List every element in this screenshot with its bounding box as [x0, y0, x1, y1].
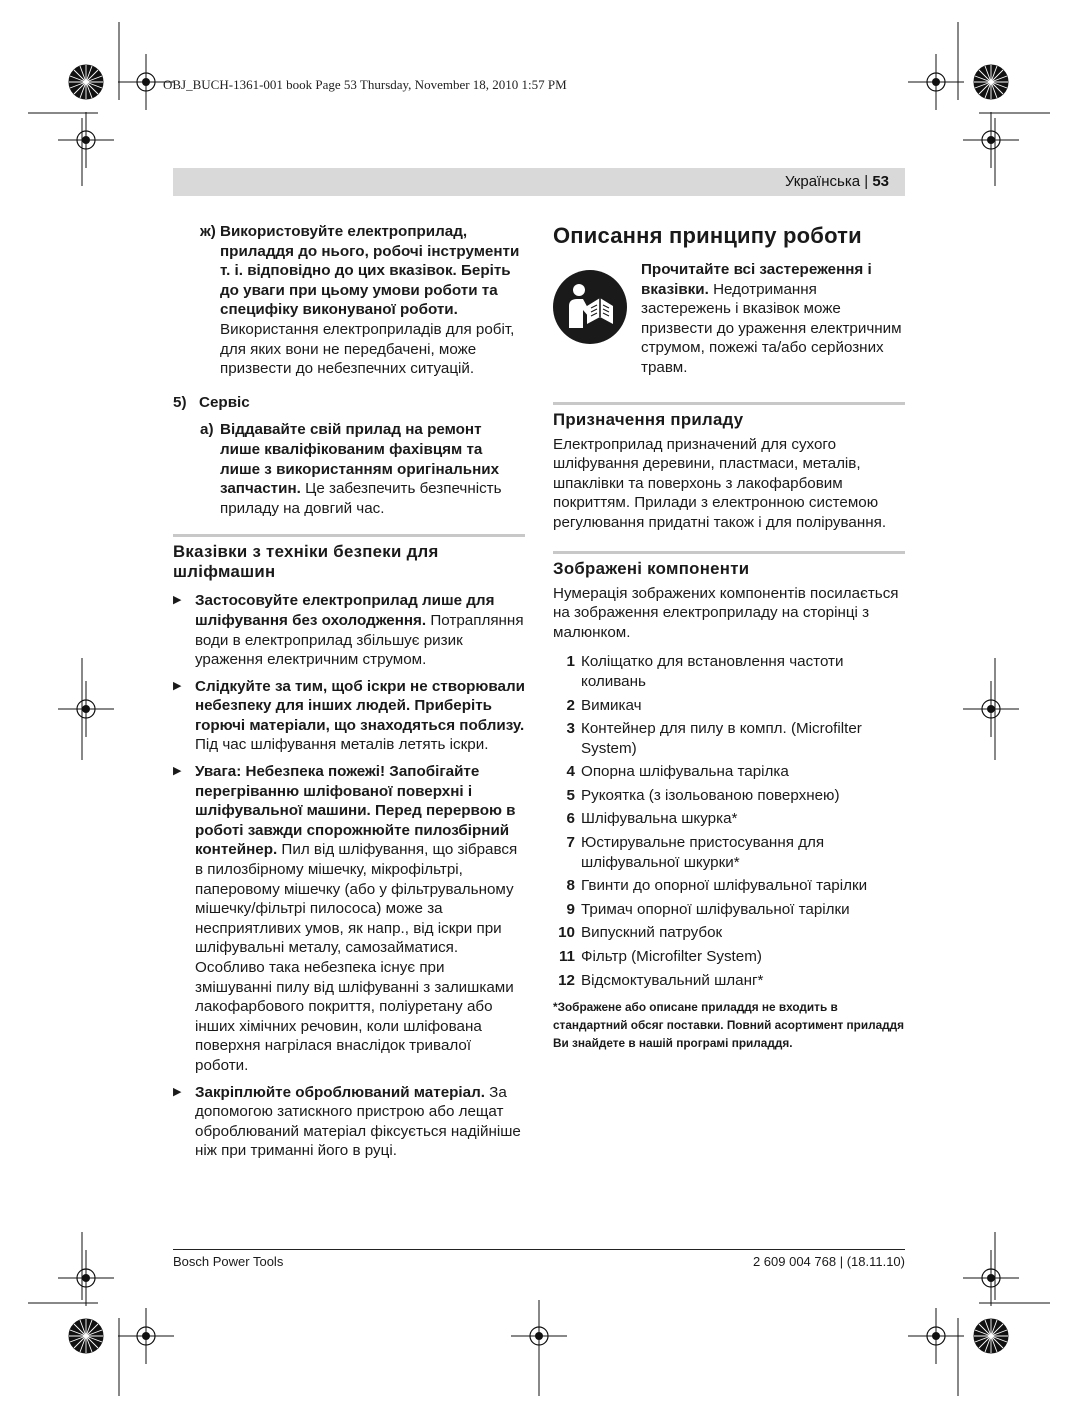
print-slug: OBJ_BUCH-1361-001 book Page 53 Thursday, November 18, 2010 1:57 PM [163, 77, 567, 92]
bullet-item [173, 591, 525, 669]
warning-block [553, 260, 905, 378]
component-number: 9 [566, 900, 575, 918]
components-list [553, 652, 905, 990]
registration-star-top-left [69, 65, 103, 99]
bullet-bold: Увага: Небезпека пожежі! Запобігайте перегріванню шліфованої поверхні і шліфувальної машини. Перед перервою в роботі завжди спорожнюйте пилозбірний контейнер. [195, 763, 516, 859]
registration-cross-bottom-2 [908, 1308, 964, 1364]
footer-brand: Bosch Power Tools [173, 1254, 284, 1269]
item-text [220, 222, 525, 379]
registration-cross-left-mid [58, 681, 114, 737]
bullet-arrow-icon: ▶ [173, 679, 182, 692]
component-number: 5 [566, 786, 575, 804]
bullet-bold: Застосовуйте електроприлад лише для шліфування без охолодження. [195, 592, 495, 629]
component-name: Рукоятка (з ізольованою поверхнею) [581, 786, 840, 804]
component-number: 11 [558, 948, 575, 966]
bullet-item [173, 677, 525, 755]
running-header [173, 168, 905, 196]
item-text-bold: Віддавайте свій прилад на ремонт лише кваліфікованим фахівцям та лише з використанням оригінальних запчастин. [220, 421, 500, 498]
bullet-normal: Потрапляння води в електроприлад збільшує ризик ураження електричним струмом. [195, 611, 524, 669]
purpose-heading: Призначення приладу [553, 409, 744, 429]
components-heading: Зображені компоненти [553, 558, 750, 578]
component-name: Контейнер для пилу в компл. (Microfilter System) [581, 720, 862, 757]
component-name: Фільтр (Microfilter System) [581, 948, 762, 966]
section-rule [553, 551, 905, 554]
registration-cross-left-bottom [58, 1250, 114, 1306]
bullet-text [195, 1083, 525, 1161]
bullet-arrow-icon: ▶ [173, 594, 182, 607]
main-heading: Описання принципу роботи [553, 223, 862, 248]
bullet-arrow-icon: ▶ [173, 1085, 182, 1098]
bullet-item [173, 762, 525, 1076]
component-item [553, 947, 905, 967]
item-label: ж) [200, 223, 216, 240]
warning-text [641, 260, 905, 378]
bullet-item [173, 1083, 525, 1161]
component-name: Вимикач [581, 696, 642, 714]
component-name: Випускний патрубок [581, 924, 723, 942]
warning-bold: Прочитайте всі застереження і вказівки. [641, 261, 872, 298]
safety-bullets [173, 591, 525, 1161]
component-number: 7 [566, 834, 575, 852]
section-rule [173, 534, 525, 537]
instruction-item-a [200, 420, 525, 518]
registration-cross-right-mid [963, 681, 1019, 737]
component-item [553, 652, 905, 691]
bullet-arrow-icon: ▶ [173, 765, 182, 778]
registration-cross-left-top [58, 112, 114, 168]
component-number: 12 [558, 971, 575, 989]
safety-heading: Вказівки з техніки безпеки для шліфмашин [173, 542, 439, 582]
component-number: 8 [566, 877, 575, 895]
item-text-normal: Використання електроприладів для робіт, для яких вони не передбачені, може призвести до небезпечних ситуацій. [220, 320, 515, 378]
registration-cross-top-2 [908, 54, 964, 110]
component-name: Опорна шліфувальна тарілка [581, 763, 789, 781]
component-item [553, 809, 905, 829]
header-language: Українська [784, 173, 861, 190]
component-item [553, 719, 905, 758]
section-number: 5) [173, 393, 187, 411]
bullet-bold: Закріплюйте оброблюваний матеріал. [195, 1083, 485, 1101]
registration-star-bottom-left [69, 1319, 103, 1353]
component-name: Шліфувальна шкурка* [581, 810, 738, 828]
purpose-text: Електроприлад призначений для сухого шліфування деревини, пластмаси, металів, шпаклівки та поверхонь з лакофарбовим покриттям. Прилади з електронною системою регулювання придатні також і для полірування. [553, 435, 887, 531]
bullet-bold: Слідкуйте за тим, щоб іскри не створювали небезпеку для інших людей. Приберіть горючі матеріали, що знаходяться поблизу. [195, 677, 525, 734]
component-number: 3 [566, 720, 575, 738]
components-intro: Нумерація зображених компонентів посилається на зображення електроприладу на сторінці з малюнком. [553, 584, 899, 641]
component-number: 1 [566, 653, 575, 671]
left-column [173, 222, 525, 1168]
component-name: Юстирувальне пристосування для шліфувальної шкурки* [581, 834, 825, 871]
bullet-text [195, 762, 525, 1076]
item-text-bold: Використовуйте електроприлад, приладдя до нього, робочі інструменти т. і. відповідно до цих вказівок. Беріть до уваги при цьому умови роботи та специфіку виконуваної роботи. [220, 223, 520, 319]
registration-cross-bottom-1 [118, 1308, 174, 1364]
item-text [220, 420, 525, 518]
item-text-normal: Це забезпечить безпечність приладу на довгий час. [220, 480, 502, 517]
component-item [553, 762, 905, 782]
component-item [553, 971, 905, 991]
component-item [553, 876, 905, 896]
header-separator: | [864, 173, 869, 190]
header-text [785, 173, 889, 190]
component-name: Тримач опорної шліфувальної тарілки [581, 900, 850, 918]
bullet-normal: За допомогою затискного пристрою або лещат оброблюваний матеріал фіксується надійніше ніж при триманні його в руці. [195, 1083, 521, 1160]
read-manual-icon [553, 270, 627, 344]
bullet-normal: Під час шліфування металів летять іскри. [195, 736, 489, 754]
component-name: Коліщатко для встановлення частоти коливань [581, 653, 844, 690]
bullet-text [195, 591, 525, 669]
instruction-item-zh [200, 222, 525, 379]
component-item [553, 786, 905, 806]
component-number: 10 [558, 924, 575, 942]
component-number: 6 [566, 810, 575, 828]
component-item [553, 833, 905, 872]
component-number: 4 [566, 763, 575, 781]
component-name: Відсмоктувальний шланг* [581, 971, 764, 989]
registration-star-bottom-right [974, 1319, 1008, 1353]
bullet-normal: Пил від шліфування, що зібрався в пилозбірному мішечку, мікрофільтрі, паперовому мішечку (або у фільтрувальному мішечку/фільтрі пилососа) може за несприятливих умов, як напр., від іскри при шліфувальні металу, самозайматися. Особливо така небезпека існує при змішуванні пилу від шліфуванні з залишками лакофарбового покриття, поліуретану або інших хімічних речовин, коли шліфована поверхня нагрілася внаслідок тривалої роботи. [195, 841, 518, 1074]
accessories-footnote: *Зображене або описане приладдя не входить в стандартний обсяг поставки. Повний асортимент приладдя Ви знайдете в нашій програмі приладдя. [553, 1000, 905, 1051]
right-column [553, 222, 905, 1052]
footer-rule [173, 1249, 905, 1250]
warning-normal: Недотримання застережень і вказівок може призвести до ураження електричним струмом, пожежі та/або серйозних травм. [641, 280, 902, 376]
section-heading-service [173, 393, 525, 413]
registration-cross-right-top [963, 112, 1019, 168]
component-item [553, 923, 905, 943]
component-name: Гвинти до опорної шліфувальної тарілки [581, 877, 868, 895]
section-title: Сервіс [199, 393, 250, 411]
bullet-text [195, 677, 525, 755]
footer-doc-number: 2 609 004 768 | (18.11.10) [752, 1254, 905, 1269]
component-item [553, 696, 905, 716]
item-label: a) [200, 421, 214, 439]
registration-cross-right-bottom [963, 1250, 1019, 1306]
registration-star-top-right [974, 65, 1008, 99]
component-number: 2 [566, 696, 575, 714]
section-rule [553, 402, 905, 405]
component-item [553, 900, 905, 920]
header-page-number: 53 [872, 173, 889, 190]
